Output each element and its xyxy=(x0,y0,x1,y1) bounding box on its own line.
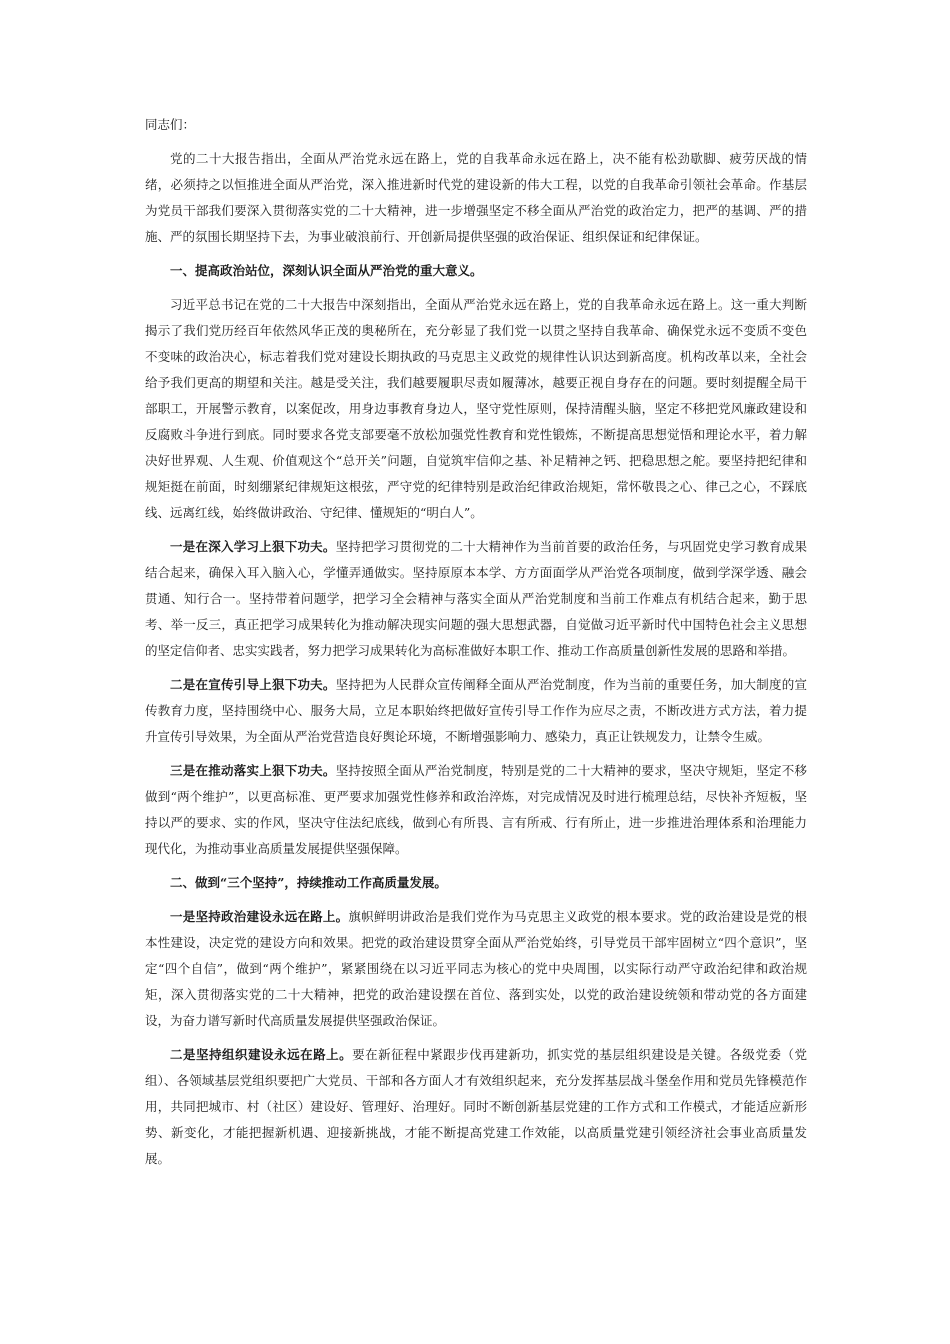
point-text: 坚持把为人民群众宣传阐释全面从严治党制度，作为当前的重要任务，加大制度的宣传教育力度，坚持围绕中心、服务大局，立足本职始终把做好宣传引导工作作为应尽之责，不断改进方式方法，着力提升宣传引导效果，为全面从严治党营造良好舆论环境，不断增强影响力、感染力，真正让铁规发力，让禁令生威。 xyxy=(145,677,807,744)
point-text: 要在新征程中紧跟步伐再建新功，抓实党的基层组织建设是关键。各级党委（党组）、各领域基层党组织要把广大党员、干部和各方面人才有效组织起来，充分发挥基层战斗堡垒作用和党员先锋模范作用，共同把城市、村（社区）建设好、管理好、治理好。同时不断创新基层党建的工作方式和工作模式，才能适应新形势、新变化，才能把握新机遇、迎接新挑战，才能不断提高党建工作效能，以高质量党建引领经济社会事业高质量发展。 xyxy=(145,1047,807,1166)
point-lead: 二是坚持组织建设永远在路上。 xyxy=(170,1047,353,1062)
point-text: 旗帜鲜明讲政治是我们党作为马克思主义政党的根本要求。党的政治建设是党的根本性建设，决定党的建设方向和效果。把党的政治建设贯穿全面从严治党始终，引导党员干部牢固树立“四个意识”，坚定“四个自信”，做到“两个维护”，紧紧围绕在以习近平同志为核心的党中央周围，以实际行动严守政治纪律和政治规矩，深入贯彻落实党的二十大精神，把党的政治建设摆在首位、落到实处，以党的政治建设统领和带动党的各方面建设，为奋力谱写新时代高质量发展提供坚强政治保证。 xyxy=(145,909,807,1028)
section-2-point-1 xyxy=(145,904,807,1034)
document-page xyxy=(145,112,807,1180)
section-2-heading: 二、做到“三个坚持”，持续推动工作高质量发展。 xyxy=(170,875,447,890)
section-1-heading: 一、提高政治站位，深刻认识全面从严治党的重大意义。 xyxy=(170,263,483,278)
point-lead: 二是在宣传引导上狠下功夫。 xyxy=(170,677,336,692)
section-1-point-2 xyxy=(145,672,807,750)
point-text: 坚持把学习贯彻党的二十大精神作为当前首要的政治任务，与巩固党史学习教育成果结合起来，确保入耳入脑入心，学懂弄通做实。坚持原原本本学、方方面面学从严治党各项制度，做到学深学透、融会贯通、知行合一。坚持带着问题学，把学习全会精神与落实全面从严治党制度和当前工作难点有机结合起来，勤于思考、举一反三，真正把学习成果转化为推动解决现实问题的强大思想武器，自觉做习近平新时代中国特色社会主义思想的坚定信仰者、忠实实践者，努力把学习成果转化为高标准做好本职工作、推动工作高质量创新性发展的思路和举措。 xyxy=(145,539,807,658)
point-lead: 三是在推动落实上狠下功夫。 xyxy=(170,763,336,778)
section-2-point-2 xyxy=(145,1042,807,1172)
section-1-point-1 xyxy=(145,534,807,664)
salutation: 同志们： xyxy=(145,117,196,132)
point-lead: 一是坚持政治建设永远在路上。 xyxy=(170,909,349,924)
section-1-point-3 xyxy=(145,758,807,862)
point-lead: 一是在深入学习上狠下功夫。 xyxy=(170,539,336,554)
section-1-body: 习近平总书记在党的二十大报告中深刻指出，全面从严治党永远在路上，党的自我革命永远在路上。这一重大判断揭示了我们党历经百年依然风华正茂的奥秘所在，充分彰显了我们党一以贯之坚持自我革命、确保党永远不变质不变色不变味的政治决心，标志着我们党对建设长期执政的马克思主义政党的规律性认识达到新高度。机构改革以来，全社会给予我们更高的期望和关注。越是受关注，我们越要履职尽责如履薄冰，越要正视自身存在的问题。要时刻提醒全局干部职工，开展警示教育，以案促改，用身边事教育身边人，坚守党性原则，保持清醒头脑，坚定不移把党风廉政建设和反腐败斗争进行到底。同时要求各党支部要毫不放松加强党性教育和党性锻炼，不断提高思想觉悟和理论水平，着力解决好世界观、人生观、价值观这个“总开关”问题，自觉筑牢信仰之基、补足精神之钙、把稳思想之舵。要坚持把纪律和规矩挺在前面，时刻绷紧纪律规矩这根弦，严守党的纪律特别是政治纪律政治规矩，常怀敬畏之心、律己之心，不踩底线、远离红线，始终做讲政治、守纪律、懂规矩的“明白人”。 xyxy=(145,297,807,520)
intro-paragraph: 党的二十大报告指出，全面从严治党永远在路上，党的自我革命永远在路上，决不能有松劲歇脚、疲劳厌战的情绪，必须持之以恒推进全面从严治党，深入推进新时代党的建设新的伟大工程，以党的自我革命引领社会革命。作基层为党员干部我们要深入贯彻落实党的二十大精神，进一步增强坚定不移全面从严治党的政治定力，把严的基调、严的措施、严的氛围长期坚持下去，为事业破浪前行、开创新局提供坚强的政治保证、组织保证和纪律保证。 xyxy=(145,151,807,244)
point-text: 坚持按照全面从严治党制度，特别是党的二十大精神的要求，坚决守规矩，坚定不移做到“两个维护”，以更高标准、更严要求加强党性修养和政治淬炼，对完成情况及时进行梳理总结，尽快补齐短板，坚持以严的要求、实的作风，坚决守住法纪底线，做到心有所畏、言有所戒、行有所止，进一步推进治理体系和治理能力现代化，为推动事业高质量发展提供坚强保障。 xyxy=(145,763,807,856)
